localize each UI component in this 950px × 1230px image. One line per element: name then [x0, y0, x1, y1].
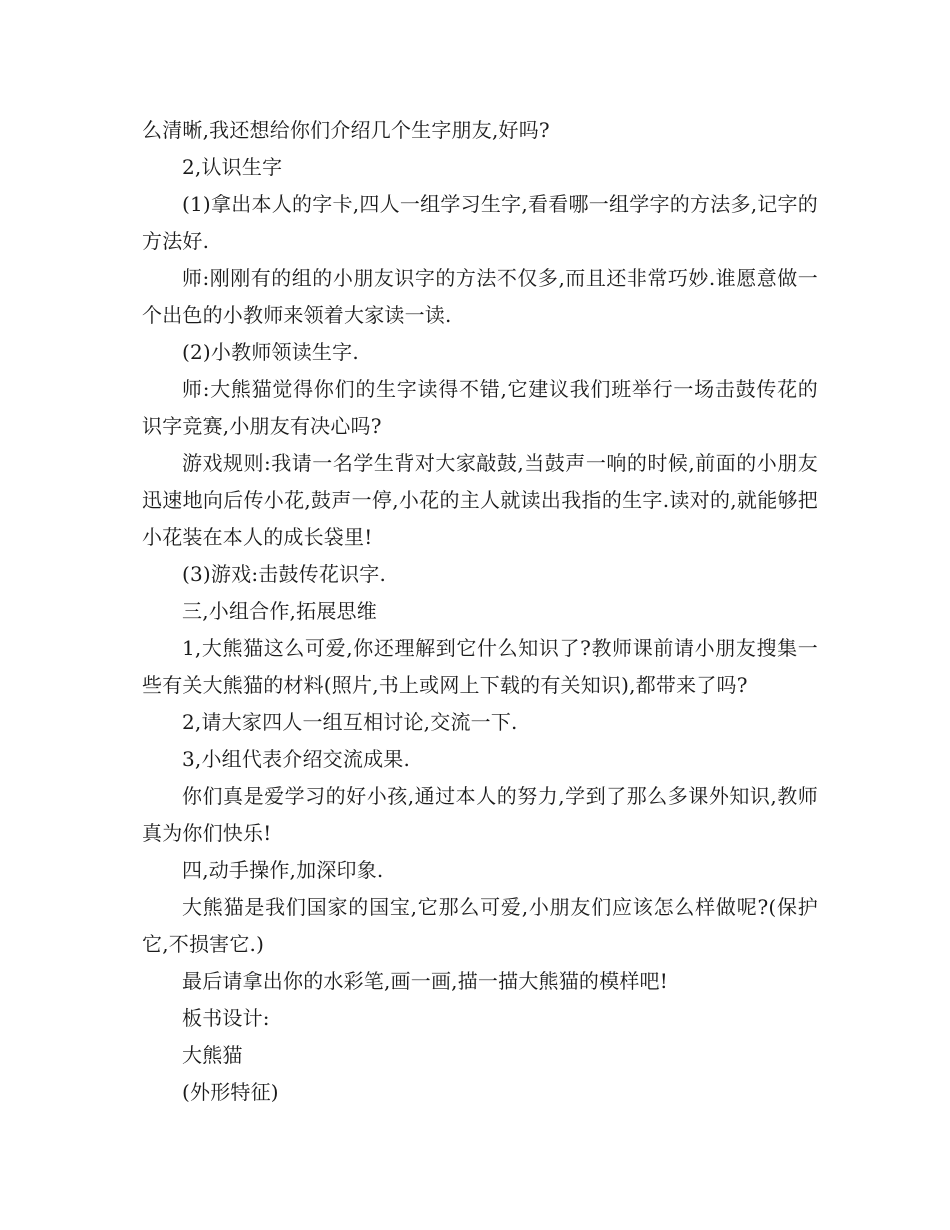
paragraph: 你们真是爱学习的好小孩,通过本人的努力,学到了那么多课外知识,教师真为你们快乐! [142, 784, 818, 845]
paragraph: (1)拿出本人的字卡,四人一组学习生字,看看哪一组学字的方法多,记字的方法好. [142, 192, 818, 253]
paragraph: 师:刚刚有的组的小朋友识字的方法不仅多,而且还非常巧妙.谁愿意做一个出色的小教师来领着大家读一读. [142, 266, 818, 327]
paragraph: 1,大熊猫这么可爱,你还理解到它什么知识了?教师课前请小朋友搜集一些有关大熊猫的材料(照片,书上或网上下载的有关知识),都带来了吗? [142, 636, 818, 697]
paragraph: (2)小教师领读生字. [182, 340, 359, 364]
paragraph: 2,请大家四人一组互相讨论,交流一下. [182, 710, 518, 734]
paragraph: 游戏规则:我请一名学生背对大家敲鼓,当鼓声一响的时候,前面的小朋友迅速地向后传小花,鼓声一停,小花的主人就读出我指的生字.读对的,就能够把小花装在本人的成长袋里! [142, 451, 818, 549]
section-heading: 四,动手操作,加深印象. [182, 858, 384, 882]
paragraph: 板书设计: [182, 1006, 270, 1030]
paragraph: 3,小组代表介绍交流成果. [182, 747, 411, 771]
section-heading: 三,小组合作,拓展思维 [182, 599, 377, 623]
paragraph: 么清晰,我还想给你们介绍几个生字朋友,好吗? [142, 118, 550, 142]
paragraph: (外形特征) [182, 1080, 279, 1104]
paragraph: 大熊猫是我们国家的国宝,它那么可爱,小朋友们应该怎么样做呢?(保护它,不损害它.) [142, 895, 818, 956]
paragraph: 2,认识生字 [182, 155, 283, 179]
paragraph: 最后请拿出你的水彩笔,画一画,描一描大熊猫的模样吧! [182, 969, 668, 993]
paragraph: (3)游戏:击鼓传花识字. [182, 562, 387, 586]
paragraph: 大熊猫 [182, 1043, 243, 1067]
paragraph: 师:大熊猫觉得你们的生字读得不错,它建议我们班举行一场击鼓传花的识字竞赛,小朋友有决心吗? [142, 377, 818, 438]
document-body [142, 112, 818, 1111]
